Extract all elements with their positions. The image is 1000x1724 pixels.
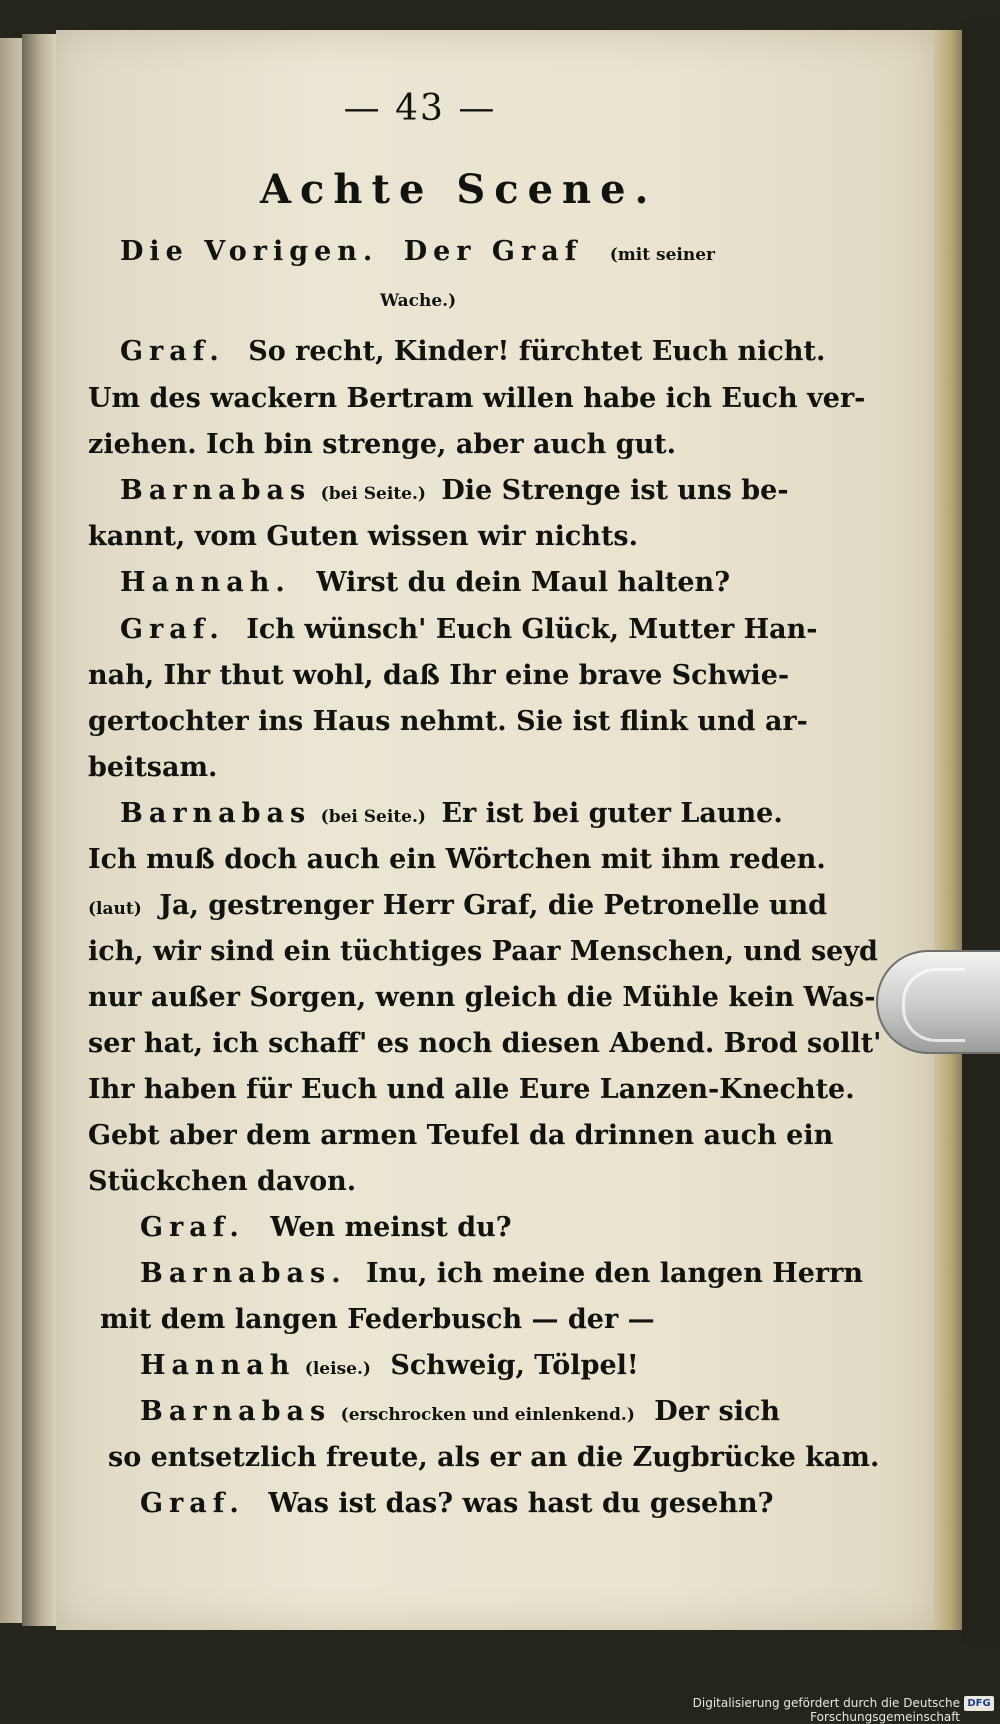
dialogue-text: Die Strenge ist uns be- [441, 475, 789, 506]
speaker-name: Graf. [120, 336, 225, 367]
dialogue-line [88, 1120, 833, 1152]
dialogue-line [88, 660, 789, 692]
speaker-name: Der Graf [403, 236, 583, 267]
dialogue-text: Schweig, Tölpel! [390, 1350, 639, 1381]
speaker-name: Barnabas [140, 1396, 332, 1427]
dialogue-text: Er ist bei guter Laune. [441, 798, 783, 829]
stage-direction: (laut) [88, 899, 142, 919]
stage-direction-line [120, 236, 715, 268]
digitization-credit: Digitalisierung gefördert durch die Deutsche Forschungsgemeinschaft [692, 1696, 960, 1724]
dialogue-line [88, 1028, 881, 1060]
speaker-name: Hannah. [120, 567, 291, 598]
dialogue-text: Was ist das? was hast du gesehn? [268, 1488, 774, 1519]
dialogue-text: nur außer Sorgen, wenn gleich die Mühle kein Was- [88, 982, 876, 1013]
speaker-name: Graf. [140, 1488, 245, 1519]
speaker-name: Hannah [140, 1350, 296, 1381]
dialogue-line [88, 706, 808, 738]
stage-direction: (bei Seite.) [320, 807, 426, 827]
dialogue-line [120, 567, 730, 599]
dialogue-line [140, 1350, 639, 1382]
dialogue-line [108, 1442, 879, 1474]
dialogue-line [88, 752, 217, 784]
dialogue-text: ziehen. Ich bin strenge, aber auch gut. [88, 429, 676, 460]
dialogue-text: Wen meinst du? [270, 1212, 512, 1243]
dialogue-text: nah, Ihr thut wohl, daß Ihr eine brave Schwie- [88, 660, 790, 691]
stage-direction-line [380, 282, 456, 314]
dialogue-text: Der sich [654, 1396, 781, 1427]
dialogue-text: ser hat, ich schaff' es noch diesen Abend. Brod sollt' [88, 1028, 882, 1059]
stage-direction: (leise.) [304, 1359, 371, 1379]
dialogue-line [88, 844, 826, 876]
dialogue-line [120, 336, 825, 368]
dialogue-line [88, 1166, 356, 1198]
dialogue-text: ich, wir sind ein tüchtiges Paar Menschen, und seyd [88, 936, 878, 967]
page-clip-icon [876, 950, 1000, 1054]
dialogue-text: Um des wackern Bertram willen habe ich Euch ver- [88, 383, 866, 414]
speaker-name: Graf. [140, 1212, 245, 1243]
stage-direction: Wache.) [380, 291, 457, 311]
dialogue-text: gertochter ins Haus nehmt. Sie ist flink und ar- [88, 706, 808, 737]
dialogue-text: Inu, ich meine den langen Herrn [366, 1258, 864, 1289]
stage-direction: (mit seiner [609, 245, 715, 265]
dialogue-line [88, 429, 676, 461]
speaker-name: Graf. [120, 614, 225, 645]
dialogue-text: beitsam. [88, 752, 218, 783]
dialogue-text: mit dem langen Federbusch — der — [100, 1304, 655, 1335]
dialogue-line [88, 383, 865, 415]
scan-border-right [962, 22, 1000, 1642]
dialogue-line [100, 1304, 655, 1336]
dialogue-text: Ihr haben für Euch und alle Eure Lanzen-Knechte. [88, 1074, 855, 1105]
dialogue-line [140, 1488, 773, 1520]
dialogue-text: Ich muß doch auch ein Wörtchen mit ihm reden. [88, 844, 826, 875]
page-number: — 43 — [343, 88, 497, 129]
dialogue-line [88, 890, 827, 922]
dialogue-text: kannt, vom Guten wissen wir nichts. [88, 521, 639, 552]
speaker-name: Barnabas [120, 475, 312, 506]
dialogue-line [140, 1212, 512, 1244]
page-stack-edge [934, 30, 962, 1630]
dialogue-line [88, 936, 878, 968]
dialogue-text: So recht, Kinder! fürchtet Euch nicht. [248, 336, 826, 367]
dialogue-line [140, 1396, 780, 1428]
dfg-logo-icon: DFG [964, 1696, 994, 1711]
book-gutter [22, 34, 56, 1626]
dialogue-text: Ich wünsch' Euch Glück, Mutter Han- [246, 614, 818, 645]
speaker-name: Barnabas. [140, 1258, 347, 1289]
dialogue-text: Ja, gestrenger Herr Graf, die Petronelle und [159, 890, 828, 921]
dialogue-line [88, 982, 875, 1014]
stage-direction: (erschrocken und einlenkend.) [340, 1405, 635, 1425]
scene-title: Achte Scene. [260, 166, 658, 213]
dialogue-line [120, 798, 783, 830]
dialogue-line [140, 1258, 863, 1290]
dialogue-text: so entsetzlich freute, als er an die Zugbrücke kam. [108, 1442, 880, 1473]
dialogue-line [120, 614, 817, 646]
dialogue-text: Stückchen davon. [88, 1166, 357, 1197]
dialogue-line [88, 521, 638, 553]
dialogue-text: Gebt aber dem armen Teufel da drinnen auch ein [88, 1120, 834, 1151]
dialogue-text: Wirst du dein Maul halten? [316, 567, 731, 598]
facing-page-edge [0, 38, 22, 1623]
dialogue-line [120, 475, 789, 507]
speaker-name: Barnabas [120, 798, 312, 829]
characters-present: Die Vorigen. [120, 236, 379, 267]
stage-direction: (bei Seite.) [320, 484, 426, 504]
dialogue-line [88, 1074, 855, 1106]
